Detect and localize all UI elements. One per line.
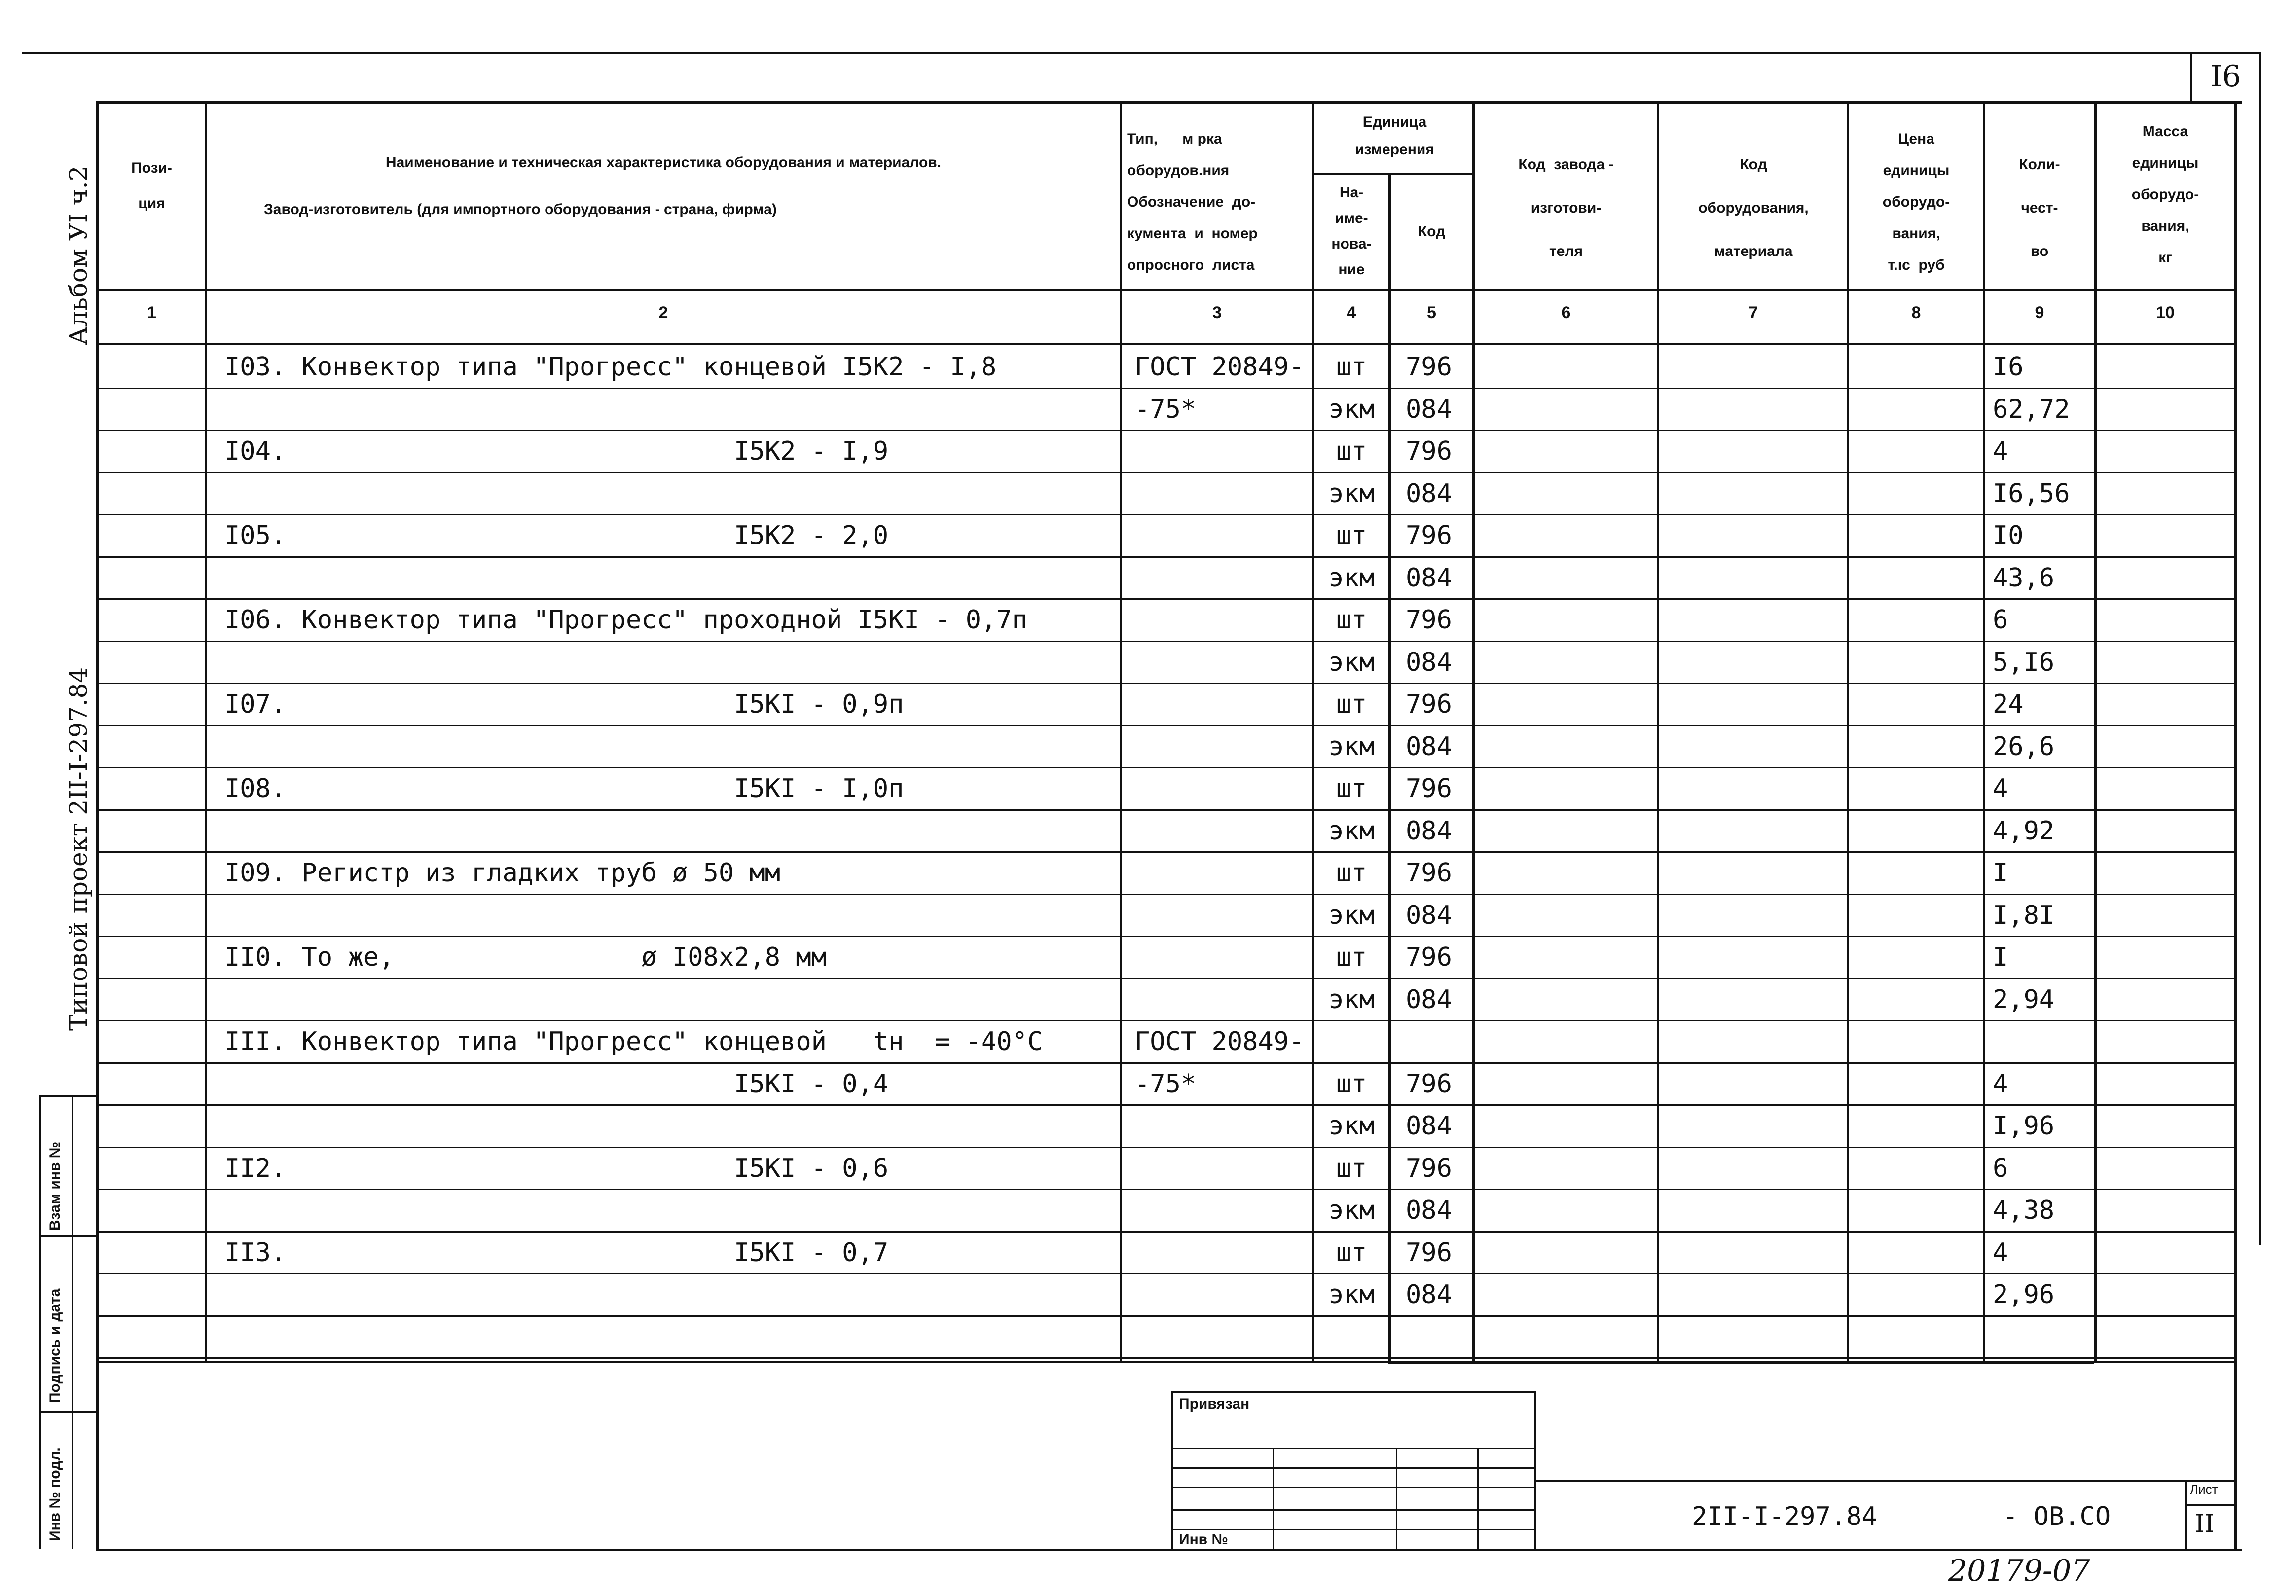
cell-name: I5КI - 0,4 bbox=[224, 1069, 889, 1099]
row-separator bbox=[99, 1231, 2234, 1233]
col-line-2 bbox=[1120, 101, 1122, 1361]
row-separator bbox=[99, 683, 2234, 684]
cell-code: 084 bbox=[1406, 901, 1452, 930]
document-suffix: - ОВ.СО bbox=[2003, 1502, 2111, 1531]
cell-qty: 4 bbox=[1993, 1238, 2008, 1268]
cell-name: II3. I5КI - 0,7 bbox=[224, 1238, 889, 1268]
cell-name: II0. То же, ø I08х2,8 мм bbox=[224, 943, 827, 972]
cell-unit: шт bbox=[1336, 858, 1367, 888]
cell-qty: I,96 bbox=[1993, 1111, 2055, 1141]
colnum-7: 7 bbox=[1749, 303, 1758, 322]
stamp-h5 bbox=[1171, 1529, 1536, 1530]
cell-name: I09. Регистр из гладких труб ø 50 мм bbox=[224, 858, 781, 888]
header-unit-name: На- име- нова- ние bbox=[1331, 184, 1372, 278]
cell-unit: экм bbox=[1328, 1280, 1375, 1309]
title-block-top bbox=[1534, 1480, 2237, 1482]
signature-date-label: Подпись и дата bbox=[47, 1288, 63, 1403]
cell-qty: 4 bbox=[1993, 1069, 2008, 1099]
colnum-1: 1 bbox=[147, 303, 156, 322]
colnum-6: 6 bbox=[1561, 303, 1571, 322]
sheet-number: I6 bbox=[2210, 59, 2241, 94]
header-unit-code: Код bbox=[1418, 223, 1446, 240]
side-stamp-mid bbox=[72, 1095, 73, 1549]
row-separator bbox=[99, 936, 2234, 937]
side-stamp-left bbox=[39, 1095, 41, 1549]
cell-unit: экм bbox=[1328, 732, 1375, 762]
cell-name: I05. I5К2 - 2,0 bbox=[224, 521, 889, 550]
row-separator bbox=[99, 1104, 2234, 1106]
row-separator bbox=[99, 1062, 2234, 1064]
row-separator bbox=[99, 641, 2234, 642]
row-separator bbox=[99, 1357, 2234, 1359]
col-line-3 bbox=[1312, 101, 1314, 1361]
project-label: Типовой проект 2II-I-297.84 bbox=[64, 667, 93, 1031]
cell-unit: шт bbox=[1336, 1069, 1367, 1099]
top-border-line bbox=[22, 52, 2261, 54]
cell-code: 084 bbox=[1406, 732, 1452, 762]
cell-code: 796 bbox=[1406, 352, 1452, 382]
cell-name: I08. I5КI - I,0п bbox=[224, 774, 904, 803]
cell-unit: шт bbox=[1336, 605, 1367, 635]
stamp-h1 bbox=[1171, 1448, 1536, 1449]
cell-code: 084 bbox=[1406, 1280, 1452, 1309]
cell-qty: 6 bbox=[1993, 605, 2008, 635]
header-bottom-line bbox=[96, 289, 2237, 291]
colnum-2: 2 bbox=[658, 303, 668, 322]
header-name-line1: Наименование и техническая характеристика оборудования и материалов. bbox=[385, 154, 942, 171]
cell-code: 796 bbox=[1406, 774, 1452, 803]
col-line-9 bbox=[2094, 101, 2097, 1361]
inv-replaced-label: Взам инв № bbox=[47, 1141, 63, 1231]
cell-unit: шт bbox=[1336, 1154, 1367, 1183]
cell-unit: экм bbox=[1328, 985, 1375, 1015]
cell-code: 084 bbox=[1406, 816, 1452, 846]
cell-code: 084 bbox=[1406, 563, 1452, 593]
cell-unit: шт bbox=[1336, 436, 1367, 466]
header-factory-code: Код завода - изготови- теля bbox=[1518, 156, 1614, 259]
cell-name: III. Конвектор типа "Прогресс" концевой tн = -40°С bbox=[224, 1027, 1043, 1056]
row-separator bbox=[99, 472, 2234, 473]
cell-unit: шт bbox=[1336, 689, 1367, 719]
side-stamp-top bbox=[39, 1095, 99, 1097]
row-separator bbox=[99, 894, 2234, 895]
stamp-box-top bbox=[1171, 1391, 1536, 1393]
header-unit: Единица измерения bbox=[1355, 114, 1434, 158]
sheet-number-box-left bbox=[2190, 52, 2192, 101]
col-line-8 bbox=[1983, 101, 1985, 1361]
cell-qty: 5,I6 bbox=[1993, 648, 2055, 677]
cell-doc: -75* bbox=[1134, 1069, 1197, 1099]
cell-code: 796 bbox=[1406, 943, 1452, 972]
colnum-4: 4 bbox=[1347, 303, 1356, 322]
header-price: Цена единицы оборудо- вания, т.ıc руб bbox=[1882, 131, 1950, 273]
colnum-5: 5 bbox=[1427, 303, 1436, 322]
row-separator bbox=[99, 1147, 2234, 1148]
cell-unit: экм bbox=[1328, 563, 1375, 593]
cell-qty: 26,6 bbox=[1993, 732, 2055, 762]
cell-unit: шт bbox=[1336, 521, 1367, 550]
header-mass: Масса единицы оборудо- вания, кг bbox=[2131, 123, 2199, 266]
cell-qty: I bbox=[1993, 943, 2008, 972]
cell-qty: I0 bbox=[1993, 521, 2024, 550]
cell-name: I03. Конвектор типа "Прогресс" концевой I5К2 - I,8 bbox=[224, 352, 997, 382]
colnum-9: 9 bbox=[2035, 303, 2044, 322]
cell-unit: шт bbox=[1336, 352, 1367, 382]
cell-qty: 4,38 bbox=[1993, 1196, 2055, 1225]
header-name-line2: Завод-изготовитель (для импортного оборудования - страна, фирма) bbox=[264, 201, 777, 218]
cell-code: 084 bbox=[1406, 1196, 1452, 1225]
cell-name: I04. I5К2 - I,9 bbox=[224, 436, 889, 466]
cell-qty: 4 bbox=[1993, 436, 2008, 466]
cell-code: 796 bbox=[1406, 605, 1452, 635]
side-stamp-div1 bbox=[39, 1235, 99, 1237]
cell-qty: 2,94 bbox=[1993, 985, 2055, 1015]
col-line-6 bbox=[1657, 101, 1659, 1361]
row-separator bbox=[99, 388, 2234, 389]
stamp-top-line bbox=[1171, 1391, 1173, 1549]
stamp-attached-label: Привязан bbox=[1179, 1396, 1250, 1412]
cell-qty: 4 bbox=[1993, 774, 2008, 803]
cell-qty: 4,92 bbox=[1993, 816, 2055, 846]
cell-qty: 43,6 bbox=[1993, 563, 2055, 593]
document-code: 2II-I-297.84 bbox=[1692, 1502, 1877, 1531]
stamp-v1 bbox=[1273, 1448, 1274, 1549]
colnum-10: 10 bbox=[2156, 303, 2175, 322]
row-separator bbox=[99, 1189, 2234, 1190]
cell-unit: шт bbox=[1336, 1238, 1367, 1268]
cell-doc: -75* bbox=[1134, 395, 1197, 424]
cell-qty: I,8I bbox=[1993, 901, 2055, 930]
side-stamp-div2 bbox=[39, 1411, 99, 1413]
stamp-inv-label: Инв № bbox=[1179, 1531, 1228, 1548]
cell-code: 084 bbox=[1406, 1111, 1452, 1141]
stamp-h4 bbox=[1171, 1509, 1536, 1511]
cell-name: I07. I5КI - 0,9п bbox=[224, 689, 904, 719]
right-border-line bbox=[2259, 52, 2261, 1245]
cell-qty: 62,72 bbox=[1993, 395, 2070, 424]
list-label: Лист bbox=[2190, 1482, 2218, 1497]
cell-unit: экм bbox=[1328, 1196, 1375, 1225]
stamp-h3 bbox=[1171, 1487, 1536, 1488]
colnum-8: 8 bbox=[1911, 303, 1921, 322]
header-equipment-code: Код оборудования, материала bbox=[1698, 156, 1809, 259]
table-bottom-line bbox=[99, 1361, 2234, 1363]
cell-code: 796 bbox=[1406, 1238, 1452, 1268]
stamp-box-right bbox=[1534, 1391, 1536, 1549]
row-separator bbox=[99, 598, 2234, 600]
frame-top-line bbox=[96, 101, 2242, 104]
row-separator bbox=[99, 809, 2234, 811]
stamp-v3 bbox=[1477, 1448, 1479, 1549]
row-separator bbox=[99, 1020, 2234, 1021]
cell-code: 796 bbox=[1406, 521, 1452, 550]
row-separator bbox=[99, 514, 2234, 515]
cell-code: 084 bbox=[1406, 395, 1452, 424]
cell-name: I06. Конвектор типа "Прогресс" проходной I5КI - 0,7п bbox=[224, 605, 1027, 635]
row-separator bbox=[99, 556, 2234, 558]
cell-code: 084 bbox=[1406, 648, 1452, 677]
cell-unit: экм bbox=[1328, 648, 1375, 677]
cell-code: 796 bbox=[1406, 1154, 1452, 1183]
cell-qty: I bbox=[1993, 858, 2008, 888]
row-separator bbox=[99, 978, 2234, 979]
cell-qty: I6,56 bbox=[1993, 479, 2070, 508]
list-box-mid bbox=[2185, 1504, 2237, 1506]
cell-unit: экм bbox=[1328, 395, 1375, 424]
cell-qty: I6 bbox=[1993, 352, 2024, 382]
cell-unit: шт bbox=[1336, 774, 1367, 803]
header-position: Пози- ция bbox=[131, 160, 172, 212]
col-line-1 bbox=[205, 101, 207, 1361]
row-separator bbox=[99, 851, 2234, 853]
col-line-7 bbox=[1847, 101, 1849, 1361]
cell-unit: экм bbox=[1328, 479, 1375, 508]
cell-code: 796 bbox=[1406, 1069, 1452, 1099]
header-quantity: Коли- чест- во bbox=[2019, 156, 2060, 259]
col-line-5 bbox=[1472, 101, 1475, 1361]
cell-code: 084 bbox=[1406, 985, 1452, 1015]
header-doc-type: Тип, м рка оборудов.ния Обозначение до- кумента и номер опросного листа bbox=[1127, 131, 1258, 273]
cell-unit: экм bbox=[1328, 1111, 1375, 1141]
colnum-3: 3 bbox=[1212, 303, 1222, 322]
frame-bottom-line bbox=[96, 1549, 2242, 1551]
list-number: II bbox=[2195, 1509, 2215, 1538]
cell-unit: шт bbox=[1336, 943, 1367, 972]
inv-original-label: Инв № подл. bbox=[47, 1447, 63, 1541]
stamp-h2 bbox=[1171, 1467, 1536, 1469]
row-separator bbox=[99, 725, 2234, 726]
cell-code: 084 bbox=[1406, 479, 1452, 508]
cell-qty: 2,96 bbox=[1993, 1280, 2055, 1309]
row-separator bbox=[99, 1273, 2234, 1274]
stamp-v2 bbox=[1396, 1448, 1397, 1549]
cell-qty: 24 bbox=[1993, 689, 2024, 719]
cell-qty: 6 bbox=[1993, 1154, 2008, 1183]
cell-code: 796 bbox=[1406, 689, 1452, 719]
frame-right-line bbox=[2234, 101, 2237, 1551]
row-separator bbox=[99, 430, 2234, 431]
cell-code: 796 bbox=[1406, 436, 1452, 466]
cell-doc: ГОСТ 20849- bbox=[1134, 352, 1305, 382]
row-separator bbox=[99, 767, 2234, 768]
colnum-bottom-line bbox=[96, 343, 2237, 345]
album-label: Альбом УI ч.2 bbox=[64, 165, 93, 345]
cell-name: II2. I5КI - 0,6 bbox=[224, 1154, 889, 1183]
cell-unit: экм bbox=[1328, 901, 1375, 930]
row-separator bbox=[99, 1315, 2234, 1317]
cell-unit: экм bbox=[1328, 816, 1375, 846]
cell-code: 796 bbox=[1406, 858, 1452, 888]
archive-number: 20179-07 bbox=[1948, 1554, 2090, 1588]
cell-doc: ГОСТ 20849- bbox=[1134, 1027, 1305, 1056]
unit-subheader-line bbox=[1312, 173, 1475, 175]
list-box-left bbox=[2185, 1480, 2187, 1549]
